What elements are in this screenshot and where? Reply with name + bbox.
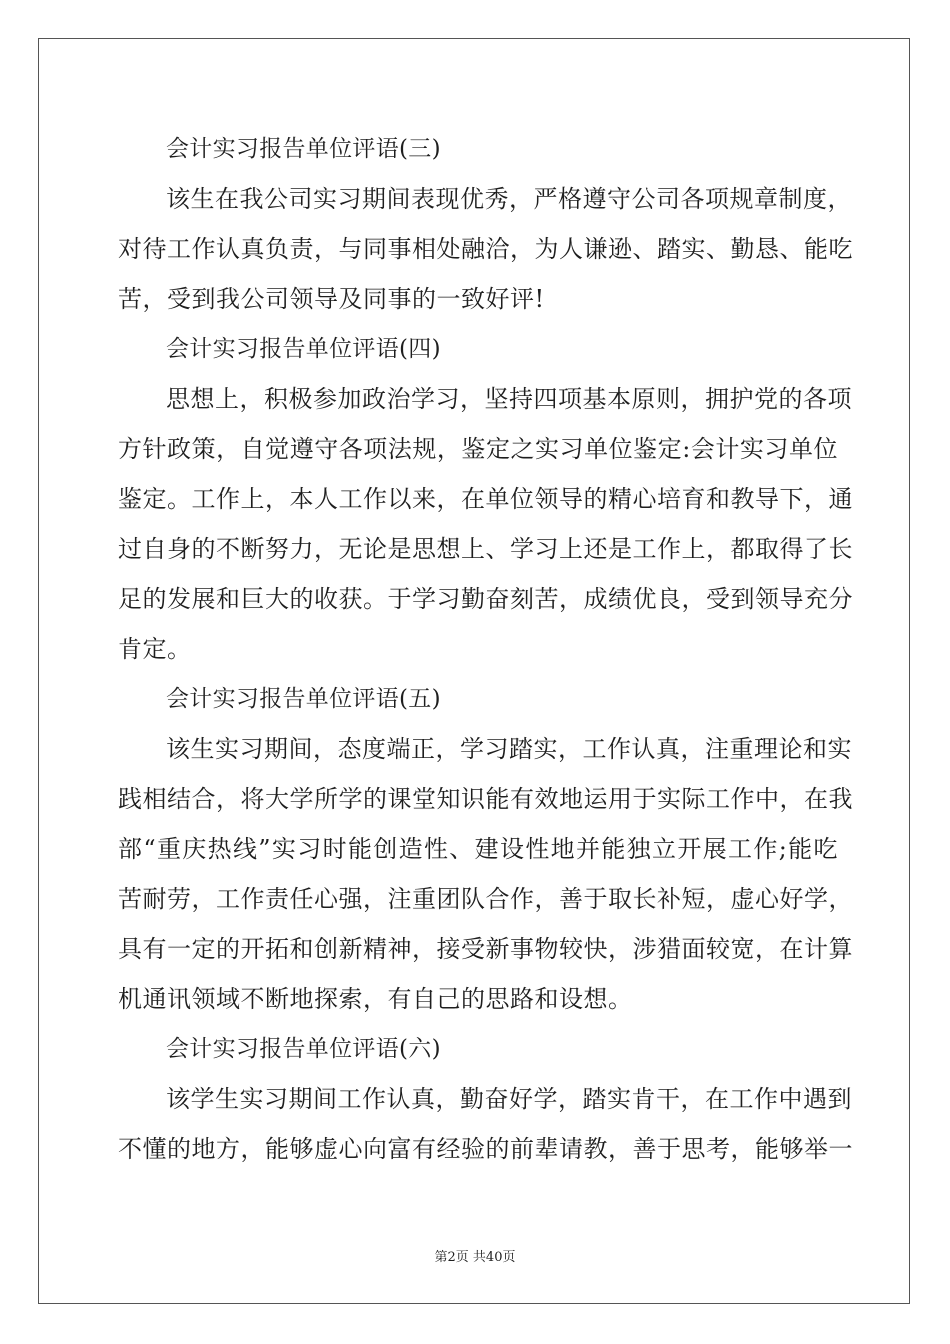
section-heading: 会计实习报告单位评语(四) [166, 336, 441, 362]
body-text-line: 该生在我公司实习期间表现优秀，严格遵守公司各项规章制度， [166, 185, 852, 213]
body-text-line: 肯定。 [118, 635, 192, 663]
body-text-line: 该生实习期间，态度端正，学习踏实，工作认真，注重理论和实 [166, 735, 852, 763]
body-text-line: 具有一定的开拓和创新精神，接受新事物较快，涉猎面较宽，在计算 [118, 935, 853, 963]
body-text-line: 鉴定。工作上，本人工作以来，在单位领导的精心培育和教导下，通 [118, 485, 853, 513]
body-text-line: 苦，受到我公司领导及同事的一致好评! [118, 285, 545, 313]
body-text-line: 机通讯领域不断地探索，有自己的思路和设想。 [118, 985, 633, 1013]
body-text-line: 过自身的不断努力，无论是思想上、学习上还是工作上，都取得了长 [118, 535, 853, 563]
body-text-line: 苦耐劳，工作责任心强，注重团队合作，善于取长补短，虚心好学， [118, 885, 853, 913]
document-body [118, 124, 853, 1174]
body-text-line: 方针政策，自觉遵守各项法规，鉴定之实习单位鉴定:会计实习单位 [118, 435, 838, 463]
body-text-line: 足的发展和巨大的收获。于学习勤奋刻苦，成绩优良，受到领导充分 [118, 585, 853, 613]
body-text-line: 践相结合，将大学所学的课堂知识能有效地运用于实际工作中，在我 [118, 785, 853, 813]
body-text-line: 该学生实习期间工作认真，勤奋好学，踏实肯干，在工作中遇到 [166, 1085, 852, 1113]
body-text-line: 部“重庆热线”实习时能创造性、建设性地并能独立开展工作;能吃 [118, 835, 838, 863]
body-text-line: 不懂的地方，能够虚心向富有经验的前辈请教，善于思考，能够举一 [118, 1135, 853, 1163]
section-heading: 会计实习报告单位评语(三) [166, 136, 441, 162]
page-number-footer: 第2页 共40页 [434, 1250, 516, 1265]
section-heading: 会计实习报告单位评语(五) [166, 686, 441, 712]
section-heading: 会计实习报告单位评语(六) [166, 1036, 441, 1062]
body-text-line: 思想上，积极参加政治学习，坚持四项基本原则，拥护党的各项 [166, 385, 852, 413]
body-text-line: 对待工作认真负责，与同事相处融洽，为人谦逊、踏实、勤恳、能吃 [118, 235, 853, 263]
